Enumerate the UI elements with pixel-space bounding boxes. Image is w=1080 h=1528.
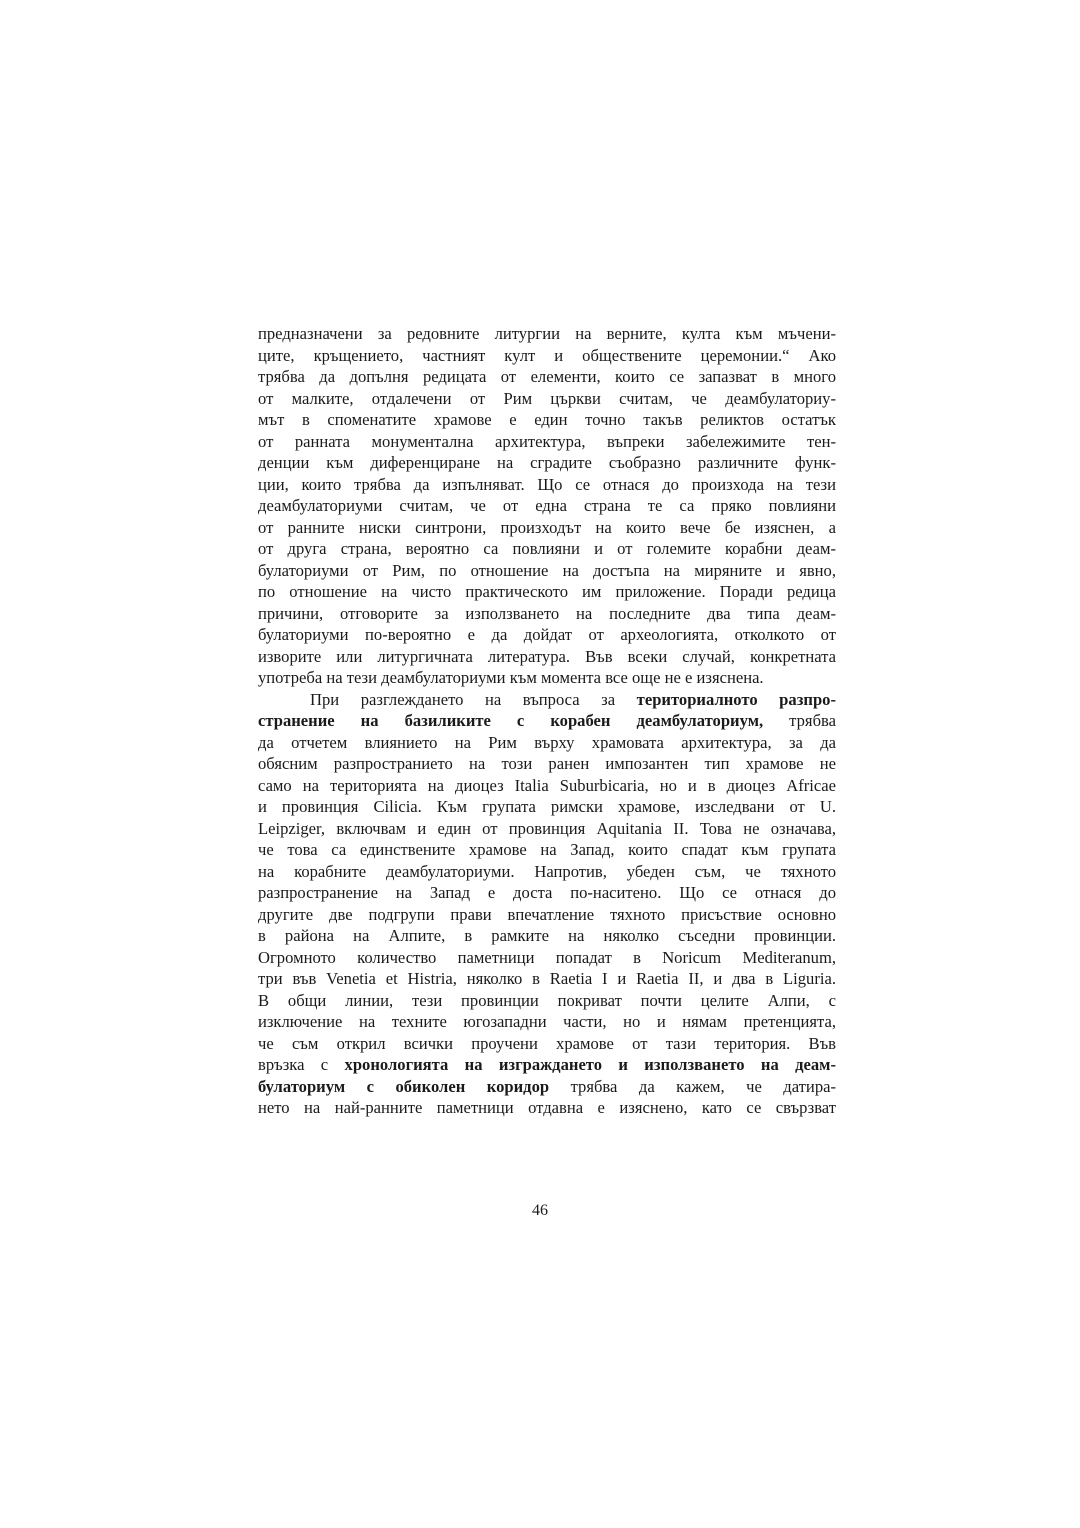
text-line <box>258 710 836 732</box>
line-text: ците, кръщението, частният култ и обществените церемонии.“ Ако <box>258 345 836 365</box>
line-text: деамбулаториуми считам, че от една страна те са пряко повлияни <box>258 496 836 515</box>
text-line <box>258 667 836 689</box>
text-line <box>258 1076 836 1098</box>
text-line <box>258 517 836 539</box>
text-line <box>258 839 836 861</box>
emphasized-text: хронологията на изграждането и използването на деам- <box>344 1055 836 1074</box>
line-text: ции, които трябва да изпълняват. Що се отнася до произхода на тези <box>258 474 836 494</box>
line-text: от ранните ниски синтрони, произходът на които вече бе изяснен, а <box>258 517 836 537</box>
emphasized-text: странение на базиликите с корабен деамбулаториум, <box>258 711 764 730</box>
line-text: нето на най-ранните паметници отдавна е изяснено, като се свързват <box>258 1098 836 1117</box>
text-line <box>258 1054 836 1076</box>
line-text: трябва да допълня редицата от елементи, които се запазват в много <box>258 367 836 386</box>
line-text: да отчетем влиянието на Рим върху храмовата архитектура, за да <box>258 732 836 752</box>
text-line <box>258 388 836 410</box>
line-text: трябва да кажем, че датира- <box>549 1076 837 1096</box>
text-line <box>258 646 836 668</box>
line-text: булаториуми по-вероятно е да дойдат от археологията, отколкото от <box>258 625 836 644</box>
emphasized-text: териториалното разпро- <box>636 689 836 709</box>
text-line <box>258 345 836 367</box>
emphasized-text: булаториум с обиколен коридор <box>258 1076 550 1096</box>
body-text <box>258 323 836 1119</box>
text-line <box>258 925 836 947</box>
text-line <box>258 689 836 711</box>
line-text: и провинция Cilicia. Към групата римски храмове, изследвани от U. <box>258 797 836 816</box>
text-line <box>258 732 836 754</box>
line-text: само на територията на диоцез Italia Suburbicaria, но и в диоцез Africae <box>258 775 836 795</box>
text-line <box>258 431 836 453</box>
text-line <box>258 882 836 904</box>
text-line <box>258 538 836 560</box>
line-text: денции към диференциране на сградите съобразно различните функ- <box>258 453 836 472</box>
line-text: предназначени за редовните литургии на верните, култа към мъчени- <box>258 324 836 343</box>
text-line <box>258 409 836 431</box>
line-text: изворите или литургичната литература. Във всеки случай, конкретната <box>258 646 836 666</box>
text-line <box>258 560 836 582</box>
line-text: изключение на техните югозападни части, но и нямам претенцията, <box>258 1012 836 1031</box>
text-line <box>258 753 836 775</box>
line-text: че това са единствените храмове на Запад, които спадат към групата <box>258 840 836 859</box>
text-line <box>258 603 836 625</box>
text-line <box>258 474 836 496</box>
text-line <box>258 581 836 603</box>
page-number: 46 <box>532 1202 548 1219</box>
text-line <box>258 1097 836 1119</box>
line-text: булаториуми от Рим, по отношение на достъпа на миряните и явно, <box>258 560 836 580</box>
text-line <box>258 968 836 990</box>
text-line <box>258 1033 836 1055</box>
line-text: три във Venetia et Histria, няколко в Raetia I и Raetia II, и два в Liguria. <box>258 969 836 988</box>
text-line <box>258 775 836 797</box>
text-line <box>258 861 836 883</box>
text-line <box>258 947 836 969</box>
line-text: употреба на тези деамбулаториуми към момента все още не е изяснена. <box>258 668 764 687</box>
line-text: от друга страна, вероятно са повлияни и от големите корабни деам- <box>258 539 836 558</box>
line-text: от ранната монументална архитектура, въпреки забележимите тен- <box>258 431 836 451</box>
line-text: разпространение на Запад е доста по-наситено. Що се отнася до <box>258 883 836 902</box>
text-line <box>258 624 836 646</box>
line-text: причини, отговорите за използването на последните два типа деам- <box>258 603 836 623</box>
text-line <box>258 452 836 474</box>
line-text: в района на Алпите, в рамките на няколко съседни провинции. <box>258 926 836 945</box>
line-text: другите две подгрупи прави впечатление тяхното присъствие основно <box>258 904 836 924</box>
text-line <box>258 323 836 345</box>
line-text: трябва <box>763 711 836 730</box>
text-line <box>258 1011 836 1033</box>
line-text: връзка с <box>258 1055 345 1074</box>
line-text: по отношение на чисто практическото им приложение. Поради редица <box>258 582 836 601</box>
text-line <box>258 366 836 388</box>
text-line <box>258 495 836 517</box>
line-text: При разглеждането на въпроса за <box>310 689 637 709</box>
line-text: мът в споменатите храмове е един точно такъв реликтов остатък <box>258 410 836 429</box>
text-line <box>258 796 836 818</box>
line-text: от малките, отдалечени от Рим църкви считам, че деамбулаториу- <box>258 388 836 408</box>
text-line <box>258 990 836 1012</box>
line-text: на корабните деамбулаториуми. Напротив, убеден съм, че тяхното <box>258 861 836 881</box>
line-text: обясним разпространието на този ранен импозантен тип храмове не <box>258 754 836 773</box>
line-text: Огромното количество паметници попадат в Noricum Mediteranum, <box>258 947 836 967</box>
line-text: Leipziger, включвам и един от провинция Aquitania II. Това не означава, <box>258 818 836 838</box>
text-line <box>258 818 836 840</box>
line-text: че съм открил всички проучени храмове от тази територия. Във <box>258 1033 836 1053</box>
text-line <box>258 904 836 926</box>
line-text: В общи линии, тези провинции покриват почти целите Алпи, с <box>258 990 836 1010</box>
